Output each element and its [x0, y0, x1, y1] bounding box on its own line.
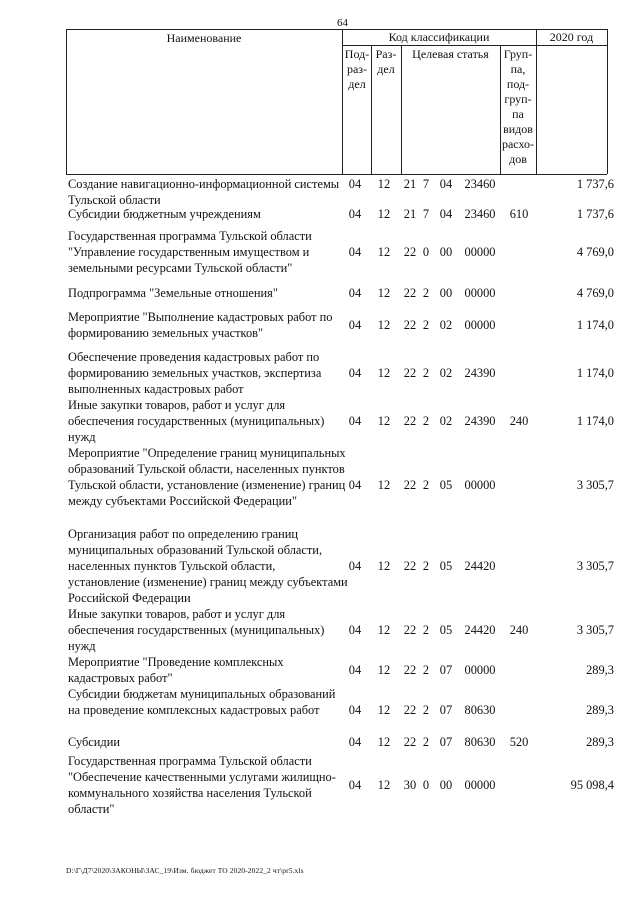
row-podrazdel: 12	[377, 245, 391, 259]
row-name: Государственная программа Тульской области "Обеспечение качественными услугами жилищно-коммунального хозяйства населения Тульской области"	[68, 754, 336, 816]
row-razdel: 04	[348, 478, 362, 492]
row-cs2: 0	[422, 245, 430, 259]
row-cs3: 05	[439, 623, 453, 637]
row-podrazdel: 12	[377, 414, 391, 428]
row-amount: 95 098,4	[570, 778, 614, 792]
row-cs1: 22	[403, 245, 417, 259]
row-razdel: 04	[348, 735, 362, 749]
header-target: Целевая статья	[412, 47, 489, 61]
row-group: 520	[509, 735, 529, 749]
row-name: Субсидии бюджетам муниципальных образований на проведение комплексных кадастровых работ	[68, 687, 336, 717]
row-cs1: 22	[403, 663, 417, 677]
row-cs3: 04	[439, 207, 453, 221]
row-cs3: 07	[439, 703, 453, 717]
row-cs4: 23460	[464, 177, 496, 191]
row-amount: 1 174,0	[576, 366, 614, 380]
row-cs2: 2	[422, 414, 430, 428]
row-cs4: 23460	[464, 207, 496, 221]
row-cs1: 22	[403, 286, 417, 300]
row-razdel: 04	[348, 623, 362, 637]
row-amount: 1 737,6	[576, 207, 614, 221]
row-razdel: 04	[348, 414, 362, 428]
row-cs3: 07	[439, 735, 453, 749]
row-group: 240	[509, 623, 529, 637]
row-cs4: 24420	[464, 623, 496, 637]
row-cs1: 22	[403, 735, 417, 749]
row-razdel: 04	[348, 663, 362, 677]
header-razdel: Раз- дел	[375, 47, 397, 76]
row-cs2: 2	[422, 478, 430, 492]
row-podrazdel: 12	[377, 286, 391, 300]
row-cs4: 00000	[464, 778, 496, 792]
row-amount: 1 174,0	[576, 318, 614, 332]
row-name: Организация работ по определению границ муниципальных образований Тульской области, населенных пунктов Тульской области, установление (изменение) границ между субъектами Российской Федерации	[68, 527, 348, 605]
row-cs4: 24420	[464, 559, 496, 573]
row-name: Субсидии	[68, 735, 120, 749]
row-cs2: 0	[422, 778, 430, 792]
row-cs3: 02	[439, 414, 453, 428]
header-code-divider	[536, 29, 537, 174]
row-cs3: 05	[439, 478, 453, 492]
row-name: Создание навигационно-информационной системы Тульской области	[68, 177, 340, 207]
row-cs2: 2	[422, 735, 430, 749]
header-podrazdel: Под- раз- дел	[344, 47, 370, 91]
row-cs3: 00	[439, 286, 453, 300]
row-name: Субсидии бюджетным учреждениям	[68, 207, 261, 221]
table-header	[66, 29, 607, 174]
row-cs4: 00000	[464, 318, 496, 332]
row-cs3: 02	[439, 318, 453, 332]
row-amount: 1 737,6	[576, 177, 614, 191]
header-name: Наименование	[166, 31, 242, 45]
row-razdel: 04	[348, 366, 362, 380]
header-year-underline	[536, 45, 607, 46]
row-amount: 4 769,0	[576, 245, 614, 259]
row-podrazdel: 12	[377, 703, 391, 717]
row-cs2: 2	[422, 559, 430, 573]
row-podrazdel: 12	[377, 623, 391, 637]
row-name: Обеспечение проведения кадастровых работ по формированию земельных участков, экспертиза выполненных кадастровых работ	[68, 350, 322, 396]
row-amount: 289,3	[586, 703, 614, 717]
row-razdel: 04	[348, 207, 362, 221]
row-cs4: 00000	[464, 663, 496, 677]
row-amount: 289,3	[586, 735, 614, 749]
row-cs2: 2	[422, 286, 430, 300]
row-cs2: 2	[422, 623, 430, 637]
row-cs4: 00000	[464, 245, 496, 259]
row-podrazdel: 12	[377, 177, 391, 191]
row-cs4: 24390	[464, 414, 496, 428]
row-cs1: 21	[403, 177, 417, 191]
row-razdel: 04	[348, 778, 362, 792]
row-cs3: 00	[439, 245, 453, 259]
row-podrazdel: 12	[377, 366, 391, 380]
row-name: Мероприятие "Проведение комплексных кадастровых работ"	[68, 655, 284, 685]
row-cs3: 05	[439, 559, 453, 573]
row-cs4: 80630	[464, 703, 496, 717]
row-podrazdel: 12	[377, 559, 391, 573]
row-amount: 4 769,0	[576, 286, 614, 300]
row-name: Подпрограмма "Земельные отношения"	[68, 286, 278, 300]
row-cs1: 22	[403, 414, 417, 428]
row-cs1: 22	[403, 623, 417, 637]
row-cs2: 2	[422, 703, 430, 717]
header-bottom-line	[66, 174, 607, 175]
row-cs4: 00000	[464, 478, 496, 492]
header-group: Груп- па, под- груп- па видов расхо- дов	[501, 47, 535, 166]
row-cs1: 22	[403, 559, 417, 573]
row-cs3: 04	[439, 177, 453, 191]
row-cs4: 00000	[464, 286, 496, 300]
row-cs2: 2	[422, 366, 430, 380]
row-razdel: 04	[348, 559, 362, 573]
row-podrazdel: 12	[377, 318, 391, 332]
page-number: 64	[337, 17, 348, 29]
row-cs3: 07	[439, 663, 453, 677]
header-podrazdel-divider	[401, 45, 402, 174]
row-amount: 3 305,7	[576, 478, 614, 492]
header-code: Код классификации	[388, 30, 490, 44]
row-amount: 3 305,7	[576, 559, 614, 573]
row-cs4: 80630	[464, 735, 496, 749]
row-podrazdel: 12	[377, 663, 391, 677]
row-razdel: 04	[348, 245, 362, 259]
row-razdel: 04	[348, 177, 362, 191]
row-cs2: 7	[422, 207, 430, 221]
row-cs1: 21	[403, 207, 417, 221]
file-path-footer: D:\Г\Д7\2020\ЗАКОНЫ\ЗАС_19\Изм. бюджет ТО 2020-2022_2 чт\pr5.xls	[66, 866, 304, 875]
row-podrazdel: 12	[377, 735, 391, 749]
row-cs2: 2	[422, 318, 430, 332]
row-amount: 1 174,0	[576, 414, 614, 428]
row-group: 240	[509, 414, 529, 428]
row-cs2: 7	[422, 177, 430, 191]
header-year: 2020 год	[549, 30, 594, 44]
row-cs4: 24390	[464, 366, 496, 380]
row-name: Мероприятие "Определение границ муниципальных образований Тульской области, населенных пунктов Тульской области, установление (изменение) границ между субъектами Российской Федерации"	[68, 446, 346, 508]
row-amount: 3 305,7	[576, 623, 614, 637]
row-cs3: 02	[439, 366, 453, 380]
header-left-border	[66, 29, 67, 174]
row-cs3: 00	[439, 778, 453, 792]
row-podrazdel: 12	[377, 478, 391, 492]
row-cs1: 30	[403, 778, 417, 792]
header-right-border	[607, 29, 608, 174]
row-cs1: 22	[403, 366, 417, 380]
row-cs2: 2	[422, 663, 430, 677]
row-razdel: 04	[348, 318, 362, 332]
row-name: Мероприятие "Выполнение кадастровых работ по формированию земельных участков"	[68, 310, 333, 340]
row-podrazdel: 12	[377, 778, 391, 792]
row-razdel: 04	[348, 703, 362, 717]
row-razdel: 04	[348, 286, 362, 300]
row-cs1: 22	[403, 318, 417, 332]
row-name: Иные закупки товаров, работ и услуг для обеспечения государственных (муниципальных) нужд	[68, 398, 325, 444]
row-cs1: 22	[403, 703, 417, 717]
row-podrazdel: 12	[377, 207, 391, 221]
row-name: Государственная программа Тульской области "Управление государственным имуществом и земельными ресурсами Тульской области"	[68, 229, 312, 275]
row-cs1: 22	[403, 478, 417, 492]
row-name: Иные закупки товаров, работ и услуг для обеспечения государственных (муниципальных) нужд	[68, 607, 325, 653]
row-amount: 289,3	[586, 663, 614, 677]
row-group: 610	[509, 207, 529, 221]
